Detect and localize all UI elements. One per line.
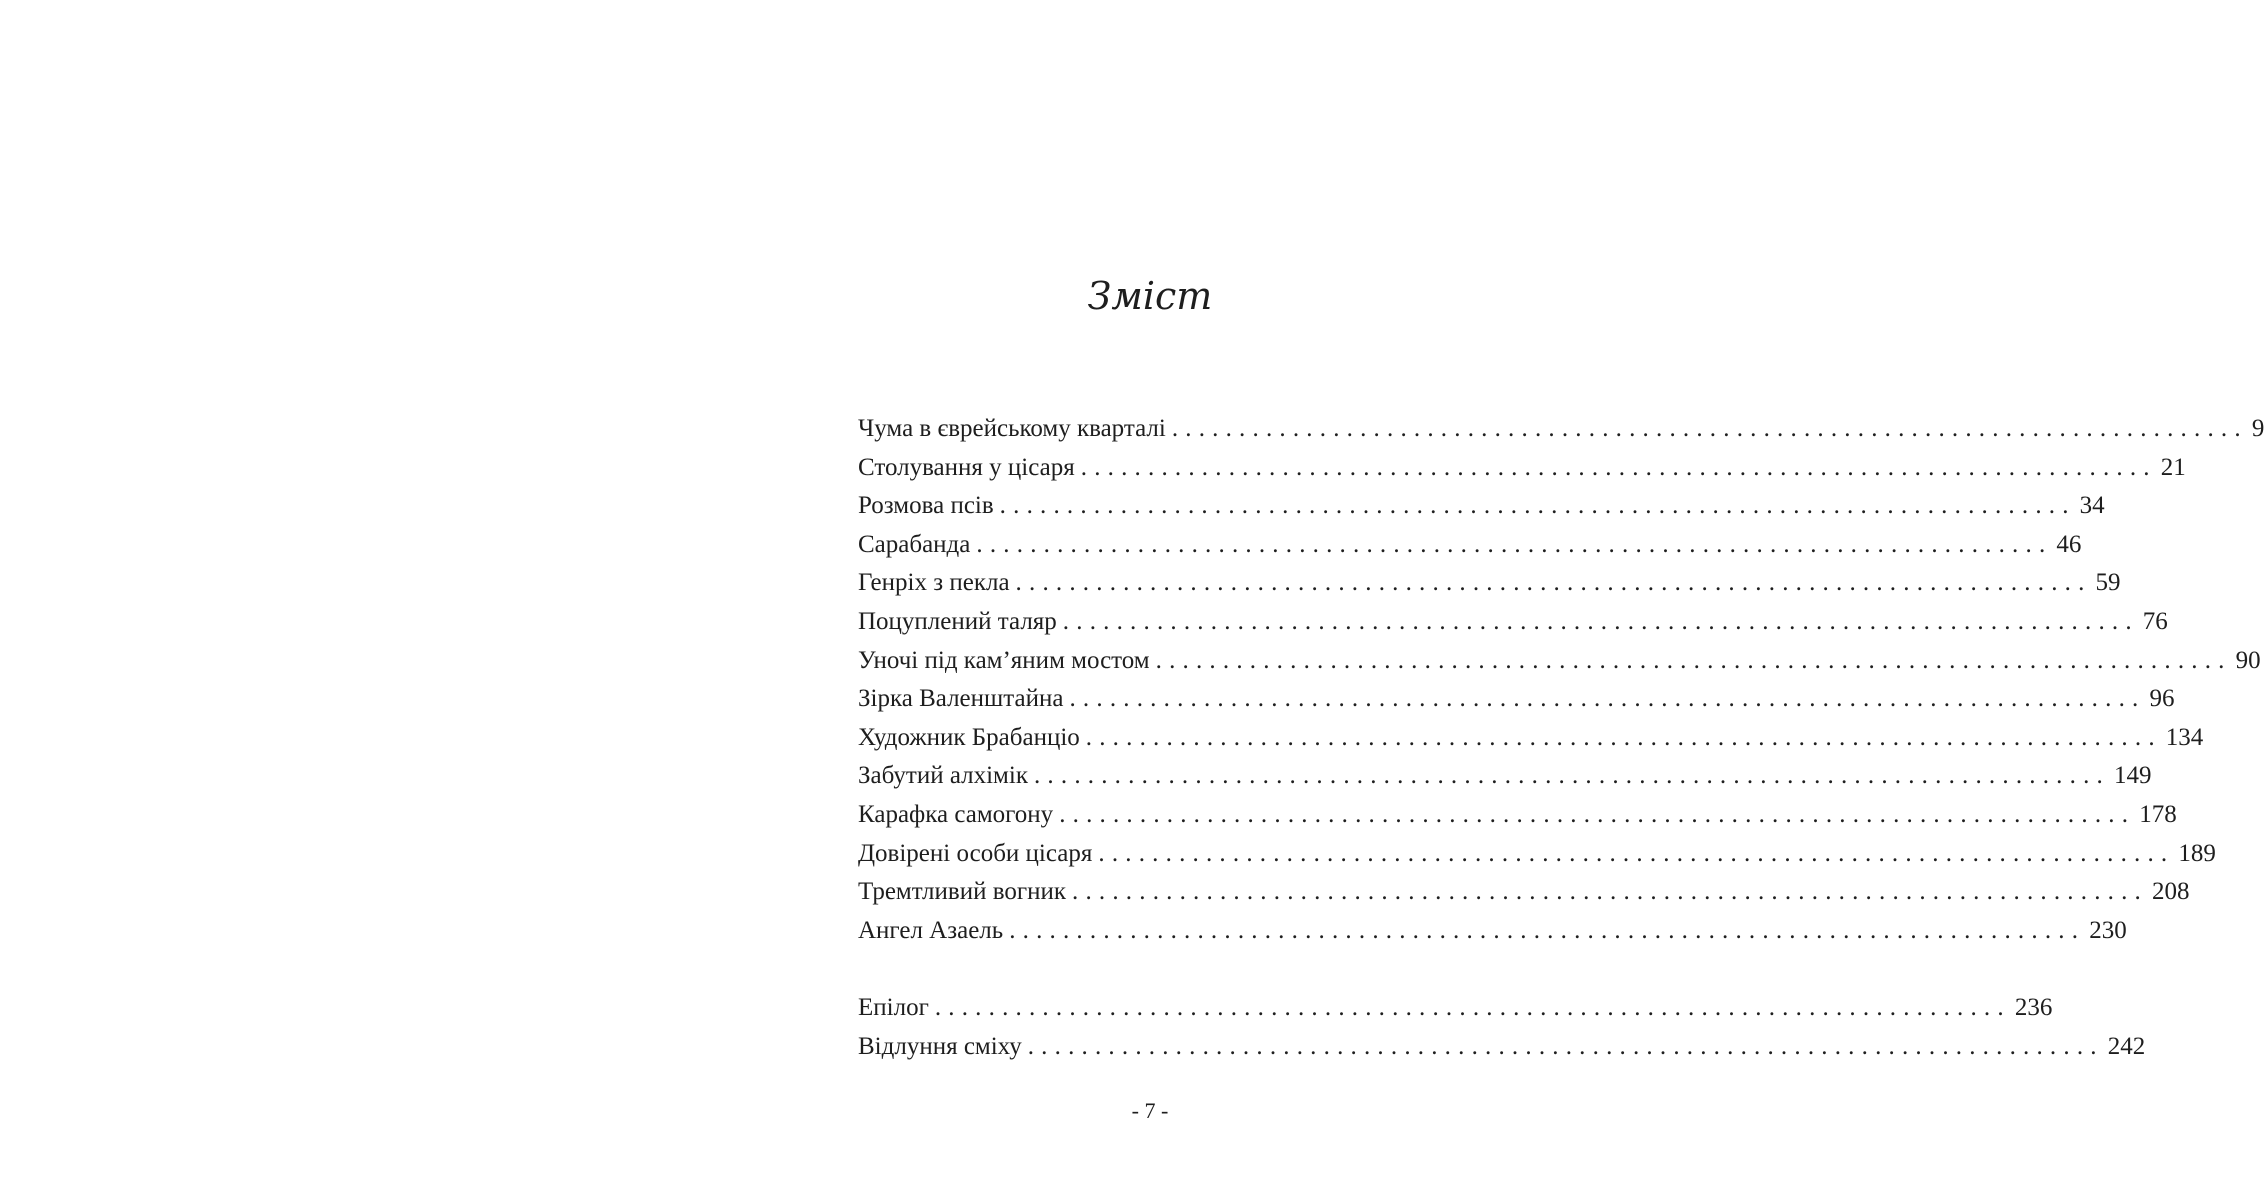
toc-entry-page: 90 [2235, 646, 2261, 674]
toc-entry [858, 603, 2168, 642]
toc-entry-page: 59 [2095, 569, 2121, 597]
toc-entry [858, 410, 2264, 449]
toc-dot-leader: ................................................................................ [976, 530, 2053, 558]
toc-dot-leader: ................................................................................ [1015, 569, 2092, 597]
toc-dot-leader: ................................................................................ [1059, 800, 2136, 828]
toc-entry-title: Сарабанда [858, 530, 971, 558]
toc-entry-page: 134 [2165, 723, 2204, 751]
toc-dot-leader: ................................................................................ [1033, 762, 2110, 790]
toc-entry [858, 796, 2177, 835]
toc-dot-leader: ................................................................................ [1027, 1032, 2104, 1060]
toc-dot-leader: ................................................................................ [1069, 685, 2146, 713]
toc-dot-leader: ................................................................................ [934, 993, 2011, 1021]
toc-entry-title: Зірка Валенштайна [858, 685, 1064, 713]
toc-entry-title: Епілог [858, 993, 929, 1021]
toc-dot-leader: ................................................................................ [1171, 415, 2248, 442]
toc-entry-title: Забутий алхімік [858, 762, 1028, 790]
toc-entry [858, 757, 2152, 796]
toc-entry-title: Відлуння сміху [858, 1032, 1022, 1060]
table-of-contents [858, 410, 2264, 1066]
toc-entry-title: Ангел Азаель [858, 916, 1004, 944]
toc-entry-page: 208 [2152, 878, 2190, 906]
page-title: Зміст [1087, 274, 1213, 318]
toc-dot-leader: ................................................................................ [1080, 453, 2157, 481]
toc-entry-page: 149 [2113, 762, 2152, 790]
toc-entry-title: Поцуплений таляр [858, 607, 1057, 635]
toc-entry-title: Уночі під кам’яним мостом [858, 646, 1150, 674]
toc-entry-title: Чума в єврейському кварталі [858, 415, 1166, 442]
toc-chapters [858, 410, 2264, 950]
toc-entry [858, 719, 2204, 758]
toc-dot-leader: ................................................................................ [1062, 607, 2139, 635]
toc-entry [858, 564, 2121, 603]
toc-entry-page: 34 [2079, 492, 2105, 520]
toc-dot-leader: ................................................................................ [1009, 916, 2086, 944]
toc-entry [858, 680, 2175, 719]
toc-entry-page: 96 [2149, 685, 2175, 713]
toc-entry-page: 230 [2089, 916, 2127, 944]
toc-entry [858, 1028, 2146, 1067]
toc-entry [858, 526, 2082, 565]
toc-entry-title: Столування у цісаря [858, 453, 1075, 481]
toc-entry [858, 487, 2105, 526]
toc-entry-title: Карафка самогону [858, 800, 1054, 828]
toc-entry-page: 9 [2251, 415, 2264, 442]
toc-entry-page: 178 [2139, 800, 2177, 828]
toc-dot-leader: ................................................................................ [1072, 878, 2148, 906]
toc-dot-leader: ................................................................................ [999, 492, 2076, 520]
toc-entry [858, 835, 2216, 874]
toc-entry [858, 642, 2261, 681]
toc-entry [858, 873, 2190, 912]
toc-entry-title: Довірені особи цісаря [858, 839, 1093, 867]
page-number: - 7 - [1131, 1098, 1169, 1123]
toc-dot-leader: ................................................................................ [1155, 646, 2232, 674]
toc-entry-page: 76 [2142, 607, 2168, 635]
toc-entry-title: Художник Брабанціо [858, 723, 1080, 751]
toc-entry-title: Генріх з пекла [858, 569, 1010, 597]
toc-entry-page: 236 [2014, 993, 2053, 1021]
toc-entry-page: 242 [2107, 1032, 2146, 1060]
toc-entry-page: 46 [2056, 530, 2082, 558]
toc-appendix [858, 989, 2146, 1066]
toc-entry-title: Розмова псів [858, 492, 994, 520]
toc-dot-leader: ................................................................................ [1085, 723, 2162, 751]
toc-entry-title: Тремтливий вогник [858, 878, 1066, 906]
toc-entry [858, 989, 2053, 1028]
toc-entry [858, 449, 2186, 488]
toc-entry [858, 912, 2127, 951]
toc-entry-page: 189 [2178, 839, 2216, 867]
toc-dot-leader: ................................................................................ [1098, 839, 2175, 867]
toc-entry-page: 21 [2160, 453, 2186, 481]
